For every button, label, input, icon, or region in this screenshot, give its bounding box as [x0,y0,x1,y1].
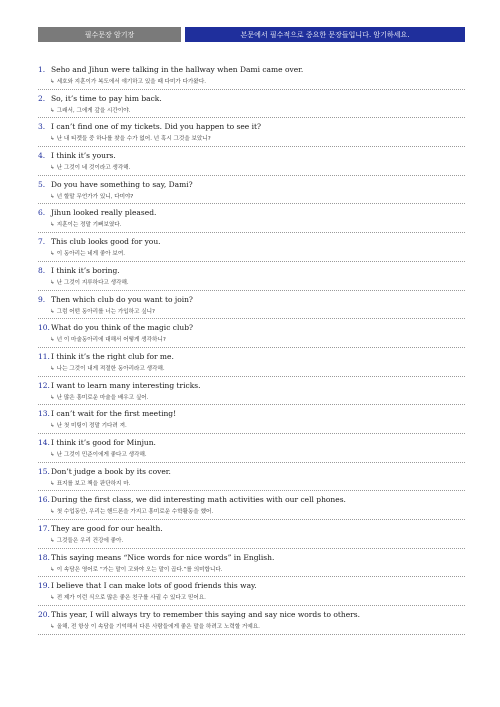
sentence-number: 5. [38,179,46,189]
korean-translation [50,622,465,630]
korean-translation [50,450,465,458]
english-text: This year, I will always try to remember this saying and say nice words to others. [51,610,360,620]
sentence-number: 2. [38,93,46,103]
sentence-number: 4. [38,151,46,161]
english-sentence [38,553,465,562]
korean-text: 넌 이 마술동아리에 대해서 어떻게 생각하니? [56,337,166,344]
return-arrow-icon: ↳ [50,624,55,631]
korean-translation [50,421,465,429]
english-sentence [38,208,465,217]
english-sentence [38,94,465,103]
sentence-number: 12. [38,380,50,390]
korean-translation [50,565,465,573]
return-arrow-icon: ↳ [50,136,55,143]
return-arrow-icon: ↳ [50,251,55,258]
korean-translation [50,393,465,401]
header-tag-instruction: 본문에서 필수적으로 중요한 문장들입니다. 암기하세요. [185,27,465,42]
worksheet-header [38,27,465,42]
return-arrow-icon: ↳ [50,480,55,487]
english-text: Jihun looked really pleased. [51,208,157,218]
korean-text: 그래서, 그에게 갚을 시간이야. [56,107,131,114]
dotted-divider [38,634,465,635]
korean-translation [50,536,465,544]
english-text: I can’t find one of my tickets. Did you happen to see it? [51,122,262,132]
english-sentence [38,295,465,304]
sentence-item [38,176,465,205]
return-arrow-icon: ↳ [50,308,55,315]
sentence-number: 3. [38,122,46,132]
korean-text: 그럼 어떤 동아리를 너는 가입하고 싶니? [56,308,156,315]
korean-translation [50,77,465,85]
korean-translation [50,593,465,601]
sentence-item [38,319,465,348]
return-arrow-icon: ↳ [50,538,55,544]
english-sentence [38,381,465,390]
sentence-number: 14. [38,437,50,447]
korean-text: 이 동아리는 네게 좋아 보여. [56,251,126,258]
english-sentence [38,581,465,590]
sentence-number: 20. [38,610,50,620]
english-sentence [38,122,465,131]
english-text: I think it’s the right club for me. [51,351,174,361]
return-arrow-icon: ↳ [50,365,55,372]
sentence-number: 1. [38,65,46,74]
korean-text: 난 그것이 지루하다고 생각해. [56,279,129,286]
english-text: They are good for our health. [51,524,163,533]
sentence-item [38,262,465,291]
sentence-number: 17. [38,524,50,533]
sentence-item [38,405,465,434]
sentence-number: 9. [38,294,46,304]
sentence-number: 15. [38,466,50,476]
korean-translation [50,163,465,171]
sentence-item [38,520,465,549]
sentence-item [38,90,465,119]
english-sentence [38,65,465,74]
english-text: During the first class, we did interesting math activities with our cell phones. [51,495,346,505]
return-arrow-icon: ↳ [50,566,55,573]
korean-translation [50,364,465,372]
sentence-list [38,61,465,635]
english-sentence [38,467,465,476]
return-arrow-icon: ↳ [50,193,55,200]
korean-translation [50,307,465,315]
return-arrow-icon: ↳ [50,165,55,172]
korean-text: 전 제가 이런 식으로 많은 좋은 친구를 사귈 수 있다고 믿어요. [56,595,206,602]
sentence-item [38,204,465,233]
sentence-item [38,118,465,147]
return-arrow-icon: ↳ [50,222,55,229]
english-sentence [38,610,465,619]
english-text: Seho and Jihun were talking in the hallway when Dami came over. [51,65,304,74]
english-sentence [38,352,465,361]
korean-text: 난 그것이 민준이에게 좋다고 생각해. [56,451,147,458]
return-arrow-icon: ↳ [50,423,55,430]
english-text: I can’t wait for the first meeting! [51,409,177,419]
english-sentence [38,180,465,189]
sentence-item [38,577,465,606]
sentence-number: 8. [38,265,46,275]
english-text: I want to learn many interesting tricks. [51,380,201,390]
korean-translation [50,192,465,200]
return-arrow-icon: ↳ [50,79,55,85]
english-text: What do you think of the magic club? [51,323,194,333]
korean-text: 넌 할말 무언가가 있니, 다미야? [56,193,134,200]
korean-text: 표지를 보고 책을 판단하지 마. [56,480,131,487]
korean-translation [50,134,465,142]
korean-text: 난 그것이 네 것이라고 생각해. [56,165,131,172]
sentence-number: 7. [38,237,46,247]
return-arrow-icon: ↳ [50,394,55,401]
korean-translation [50,220,465,228]
english-text: I believe that I can make lots of good friends this way. [51,581,257,591]
korean-translation [50,507,465,515]
sentence-item [38,233,465,262]
sentence-item [38,147,465,176]
korean-translation [50,278,465,286]
korean-text: 지훈이는 정말 기뻐보였다. [56,222,122,229]
korean-translation [50,249,465,257]
header-tag-title: 필수문장 암기장 [38,27,181,42]
sentence-item [38,348,465,377]
english-sentence [38,323,465,332]
return-arrow-icon: ↳ [50,509,55,516]
korean-text: 난 첫 미팅이 정말 기다려 져. [56,423,127,430]
return-arrow-icon: ↳ [50,595,55,602]
english-text: This saying means “Nice words for nice words” in English. [51,552,275,562]
english-text: I think it’s boring. [51,265,120,275]
korean-text: 난 내 티켓들 중 하나를 찾을 수가 없어. 넌 혹시 그것을 보았니? [56,136,211,143]
english-sentence [38,438,465,447]
english-text: So, it’s time to pay him back. [51,93,162,103]
return-arrow-icon: ↳ [50,279,55,286]
english-sentence [38,151,465,160]
korean-text: 첫 수업동안, 우리는 핸드폰을 가지고 흥미로운 수학활동을 했어. [56,509,214,516]
sentence-number: 16. [38,495,50,505]
korean-text: 이 속담은 영어로 “가는 말이 고와야 오는 말이 곱다.”를 의미합니다. [56,566,223,573]
sentence-item [38,491,465,520]
korean-text: 나는 그것이 내게 적절한 동아리라고 생각해. [56,365,165,372]
english-text: I think it’s yours. [51,151,116,161]
korean-translation [50,106,465,114]
english-sentence [38,409,465,418]
sentence-number: 10. [38,323,50,333]
english-text: Then which club do you want to join? [51,294,193,304]
sentence-item [38,549,465,578]
sentence-number: 13. [38,409,50,419]
english-text: I think it’s good for Minjun. [51,437,156,447]
english-text: Don’t judge a book by its cover. [51,466,171,476]
return-arrow-icon: ↳ [50,337,55,344]
sentence-item [38,463,465,492]
sentence-number: 6. [38,208,46,218]
english-text: Do you have something to say, Dami? [51,179,193,189]
sentence-item [38,291,465,320]
sentence-item [38,434,465,463]
korean-text: 세호와 지훈이가 복도에서 얘기하고 있을 때 다미가 다가왔다. [56,79,207,85]
return-arrow-icon: ↳ [50,451,55,458]
korean-text: 난 많은 흥미로운 마술을 배우고 싶어. [56,394,149,401]
korean-translation [50,479,465,487]
sentence-item [38,61,465,90]
korean-translation [50,335,465,343]
korean-text: 올해, 전 항상 이 속담을 기억해서 다른 사람들에게 좋은 말을 하려고 노력할 거예요. [56,624,260,631]
english-sentence [38,237,465,246]
english-text: This club looks good for you. [51,237,161,247]
sentence-number: 11. [38,351,50,361]
return-arrow-icon: ↳ [50,107,55,114]
english-sentence [38,266,465,275]
korean-text: 그것들은 우리 건강에 좋아. [56,538,124,544]
english-sentence [38,495,465,504]
sentence-number: 18. [38,552,50,562]
sentence-item [38,606,465,635]
sentence-number: 19. [38,581,50,591]
english-sentence [38,524,465,533]
sentence-item [38,377,465,406]
